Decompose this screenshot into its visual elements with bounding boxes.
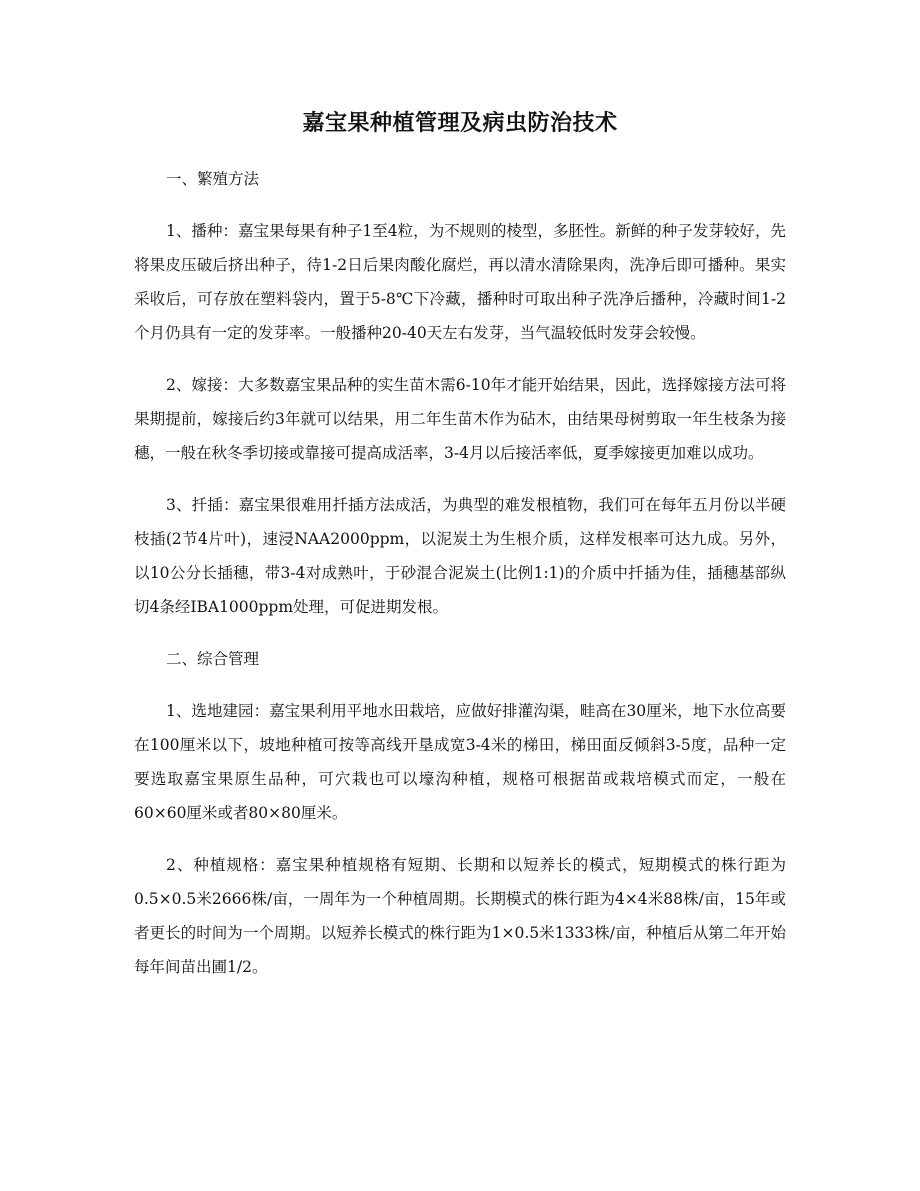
paragraph-planting-spec: 2、种植规格：嘉宝果种植规格有短期、长期和以短养长的模式，短期模式的株行距为0.5×0.5米2666株/亩，一周年为一个种植周期。长期模式的株行距为4×4米88株/亩，15年或者更长的时间为一个周期。以短养长模式的株行距为1×0.5米1333株/亩，种植后从第二年开始每年间苗出圃1/2。: [134, 856, 786, 976]
paragraph-site-selection: 1、选地建园：嘉宝果利用平地水田栽培，应做好排灌沟渠，畦高在30厘米，地下水位高要在100厘米以下，坡地种植可按等高线开垦成宽3-4米的梯田，梯田面反倾斜3-5度，品种一定要选取嘉宝果原生品种，可穴栽也可以壕沟种植，规格可根据苗或栽培模式而定，一般在60×60厘米或者80×80厘米。: [134, 702, 786, 822]
paragraph-cutting: 3、扦插：嘉宝果很难用扦插方法成活，为典型的难发根植物，我们可在每年五月份以半硬枝插(2节4片叶)，速浸NAA2000ppm，以泥炭土为生根介质，这样发根率可达九成。另外，以10公分长插穗，带3-4对成熟叶，于砂混合泥炭土(比例1:1)的介质中扦插为佳，插穗基部纵切4条经IBA1000ppm处理，可促进期发根。: [134, 496, 786, 616]
section-management: [134, 642, 786, 984]
paragraph-grafting: 2、嫁接：大多数嘉宝果品种的实生苗木需6-10年才能开始结果，因此，选择嫁接方法可将果期提前，嫁接后约3年就可以结果，用二年生苗木作为砧木，由结果母树剪取一年生枝条为接穗，一般在秋冬季切接或靠接可提高成活率，3-4月以后接活率低，夏季嫁接更加难以成功。: [134, 376, 786, 462]
section-heading: 一、繁殖方法: [166, 170, 260, 188]
section-propagation: [134, 162, 786, 624]
paragraph-sowing: 1、播种：嘉宝果每果有种子1至4粒，为不规则的棱型，多胚性。新鲜的种子发芽较好，先将果皮压破后挤出种子，待1-2日后果肉酸化腐烂，再以清水清除果肉，洗净后即可播种。果实采收后，可存放在塑料袋内，置于5-8℃下冷藏，播种时可取出种子洗净后播种，冷藏时间1-2个月仍具有一定的发芽率。一般播种20-40天左右发芽，当气温较低时发芽会较慢。: [134, 222, 786, 342]
page-title: 嘉宝果种植管理及病虫防治技术: [302, 110, 618, 136]
section-heading: 二、综合管理: [166, 650, 260, 668]
